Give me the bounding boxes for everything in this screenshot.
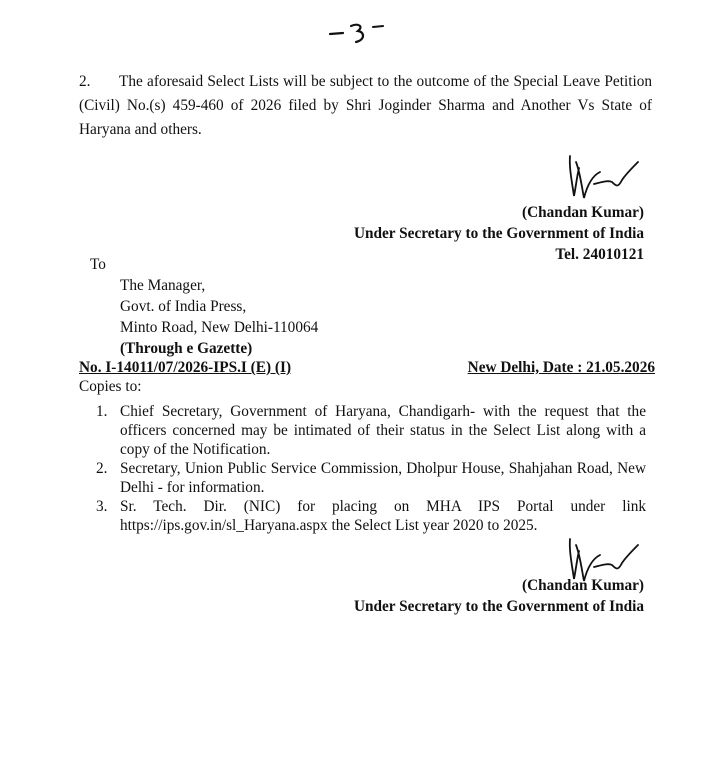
paragraph-text: The aforesaid Select Lists will be subject to the outcome of the Special Leave Petition (Civil) No.(s) 459-460 of 2026 filed by Shri Joginder Sharma and Another Vs State of Haryana and others. (79, 73, 652, 138)
signatory-designation: Under Secretary to the Government of India (353, 225, 644, 242)
copy-item-text: Chief Secretary, Government of Haryana, Chandigarh- with the request that the officers concerned may be intimated of their status in the Select List along with a copy of the Notification. (120, 403, 646, 458)
signature-block-1 (354, 202, 644, 265)
signatory-designation: Under Secretary to the Government of India (353, 598, 644, 615)
signature-block-2 (354, 575, 644, 617)
address-line: Govt. of India Press, (120, 298, 247, 315)
copy-item-text: Sr. Tech. Dir. (NIC) for placing on MHA IPS Portal under link https://ips.gov.in/sl_Haryana.aspx the Select List year 2020 to 2025. (120, 498, 646, 534)
reference-line (79, 357, 655, 378)
signature-1 (560, 150, 640, 206)
copy-item-number: 2. (96, 460, 108, 477)
signatory-name: (Chandan Kumar) (522, 204, 644, 221)
copy-item-number: 1. (96, 403, 108, 420)
paragraph-number: 2. (79, 73, 91, 90)
copy-item (96, 459, 646, 497)
signatory-name: (Chandan Kumar) (522, 577, 644, 594)
handwritten-page-number (325, 18, 395, 46)
signatory-telephone: Tel. 24010121 (555, 246, 644, 263)
address-line: Minto Road, New Delhi-110064 (120, 319, 319, 336)
addressee-block (120, 275, 318, 359)
copy-item (96, 402, 646, 459)
copies-list (96, 402, 646, 535)
reference-number: No. I-14011/07/2026-IPS.I (E) (I) (79, 359, 292, 376)
reference-place-date: New Delhi, Date : 21.05.2026 (467, 359, 655, 376)
copy-item-number: 3. (96, 498, 108, 515)
address-line: The Manager, (120, 277, 206, 294)
copy-item-text: Secretary, Union Public Service Commission, Dholpur House, Shahjahan Road, New Delhi - for information. (120, 460, 646, 496)
paragraph-2 (79, 70, 652, 142)
to-label: To (90, 256, 106, 273)
address-via: (Through e Gazette) (120, 340, 253, 357)
copy-item (96, 497, 646, 535)
copies-label: Copies to: (79, 378, 142, 395)
